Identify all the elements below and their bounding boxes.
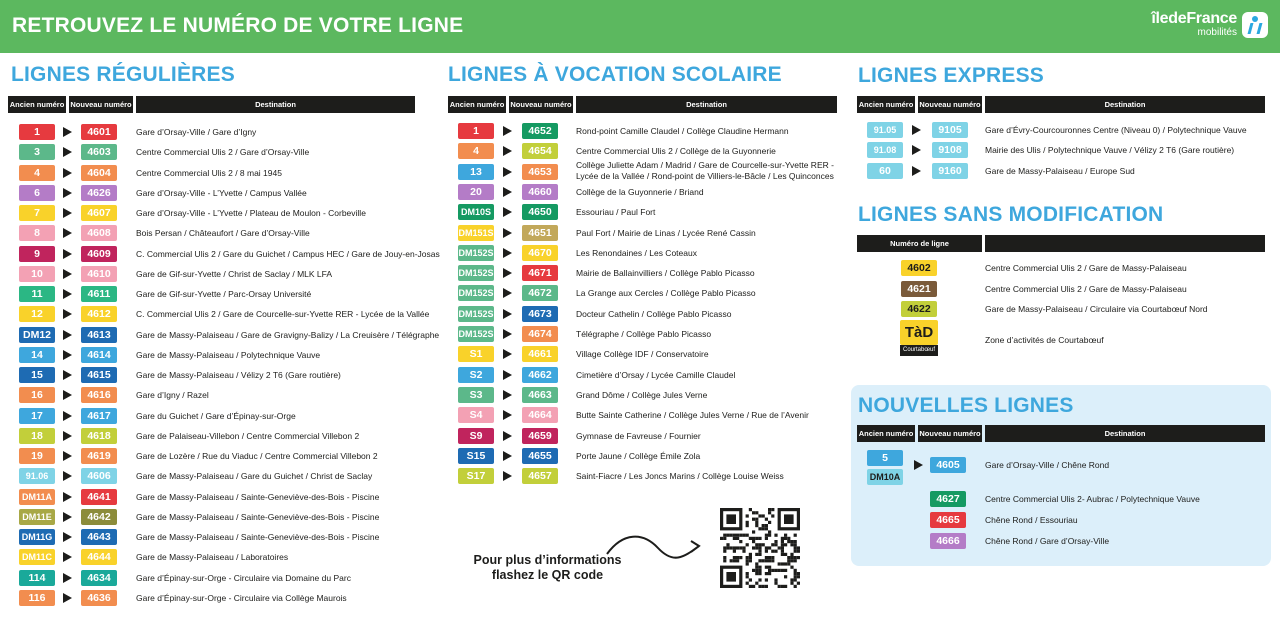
section-title-nouvelles: NOUVELLES LIGNES [858,394,1074,417]
old-line-badge: 13 [458,164,494,180]
destination-text: Rond-point Camille Claudel / Collège Claudine Hermann [576,126,789,136]
arrow-right-icon [912,145,921,155]
arrow-right-icon [63,532,72,542]
table-row [0,407,809,425]
old-line-badge: 6 [19,185,55,201]
destination-line-1: Collège Juliette Adam / Madrid / Gare de Courcelle-sur-Yvette RER - [576,159,834,170]
arrow-right-icon [503,167,512,177]
new-line-badge: 4612 [81,306,117,322]
section-title-regular: LIGNES RÉGULIÈRES [11,63,235,86]
arrow-right-icon [503,187,512,197]
old-line-badge: 7 [19,205,55,221]
destination-text: Centre Commercial Ulis 2 / Gare d’Orsay-Ville [136,147,310,158]
destination-text: Cimetière d’Orsay / Lycée Camille Claudel [576,369,736,380]
new-line-badge: 4666 [930,533,966,549]
section-title-scolaire: LIGNES À VOCATION SCOLAIRE [448,63,782,86]
destination-line-2: Lycée de la Vallée / Rond-point de Villiers-le-Bâcle / Les Quinconces [576,170,834,181]
header-old: Ancien numéro [857,425,915,442]
destination-text [576,160,834,182]
qr-caption-line2: flashez le QR code [491,568,604,582]
table-row [0,387,708,405]
new-line-badge: 4661 [522,346,558,362]
new-line-badge: 4642 [81,509,117,525]
table-header-regular [8,96,415,113]
destination-text: Centre Commercial Ulis 2 / Collège de la Guyonnerie [576,146,776,157]
old-line-badge: 60 [867,163,903,179]
arrow-right-icon [503,248,512,258]
table-row [0,184,704,202]
destination-text: Centre Commercial Ulis 2 / 8 mai 1945 [136,167,282,178]
destination-text: Paul Fort / Mairie de Linas / Lycée René Cassin [576,227,756,238]
destination-text: Essouriau / Paul Fort [576,207,656,218]
table-row [0,590,420,608]
old-line-badge: DM10S [458,204,494,220]
old-line-badge: DM12 [19,327,55,343]
line-badge: 4621 [901,281,937,297]
destination-text: Centre Commercial Ulis 2- Aubrac / Polytechnique Vauve [985,494,1200,504]
new-line-badge: 4652 [522,123,558,139]
destination-text: Gare du Guichet / Gare d’Épinay-sur-Orge [136,410,296,421]
old-line-badge: 4 [19,165,55,181]
arrow-right-icon [63,552,72,562]
arrow-right-icon [63,573,72,583]
destination-text: Chêne Rond / Essouriau [985,515,1078,525]
old-line-badge: 5 [867,450,903,466]
arrow-right-icon [503,370,512,380]
arrow-right-icon [503,288,512,298]
destination-text: Gare d’Évry-Courcouronnes Centre (Niveau 0) / Polytechnique Vauve [985,125,1247,135]
arrow-right-icon [912,125,921,135]
new-line-badge: 4641 [81,489,117,505]
header-dest: Destination [576,96,837,113]
arrow-right-icon [503,471,512,481]
arrow-right-icon [63,593,72,603]
old-line-badge: S15 [458,448,494,464]
header-blank [985,235,1265,252]
tad-zone-label: Courtabœuf [900,345,938,356]
old-line-badge: 16 [19,387,55,403]
new-line-badge: 4654 [522,143,558,159]
new-line-badge: 4611 [81,286,117,302]
destination-text: Mairie de Ballainvilliers / Collège Pablo Picasso [576,268,755,279]
destination-text: Gare d’Orsay-Ville / Chêne Rond [985,460,1110,470]
old-line-badge: S2 [458,367,494,383]
destination-text: Gare de Palaiseau-Villebon / Centre Commercial Villebon 2 [136,430,360,441]
old-line-badge: 3 [19,144,55,160]
new-line-badge: 4672 [522,285,558,301]
old-line-badge: 20 [458,184,494,200]
table-row [0,367,736,385]
table-header-nouvelles [857,425,1265,442]
old-line-badge: 12 [19,306,55,322]
table-header-scolaire [448,96,837,113]
old-line-badge: 114 [19,570,55,586]
destination-text: Les Renondaines / Les Coteaux [576,247,697,258]
person-icon [1242,12,1268,38]
old-line-badge: DM11A [19,489,55,505]
arrow-right-icon [503,349,512,359]
destination-text: Gare de Gif-sur-Yvette / Christ de Saclay / MLK LFA [136,268,333,279]
new-line-badge: 4618 [81,428,117,444]
new-line-badge: 4643 [81,529,117,545]
old-line-badge: DM152S [458,326,494,342]
table-row [851,450,1271,486]
new-line-badge: 4619 [81,448,117,464]
arrow-right-icon [503,228,512,238]
old-line-badge: DM152S [458,285,494,301]
qr-code[interactable] [720,508,800,588]
old-line-badge: 116 [19,590,55,606]
header-line: Numéro de ligne [857,235,982,252]
arrow-right-icon [503,126,512,136]
tad-label: TàD [900,320,938,345]
arrow-right-icon [63,512,72,522]
destination-text: Gare de Massy-Palaiseau / Sainte-Geneviève-des-Bois - Piscine [136,511,380,522]
new-line-badge: 4601 [81,124,117,140]
destination-text: Gare de Massy-Palaiseau / Sainte-Geneviève-des-Bois - Piscine [136,532,380,542]
header-new: Nouveau numéro [509,96,573,113]
new-line-badge: 9160 [932,163,968,179]
destination-text: Gare de Gif-sur-Yvette / Parc-Orsay Université [136,289,312,299]
new-line-badge: 4664 [522,407,558,423]
destination-text: Gare d’Orsay-Ville - L’Yvette / Plateau de Moulon - Corbeville [136,208,366,218]
old-line-badge: 17 [19,408,55,424]
destination-text: Butte Sainte Catherine / Collège Jules Verne / Rue de l’Avenir [576,410,809,421]
old-line-badge: 14 [19,347,55,363]
arrow-right-icon [914,460,923,470]
destination-text: Mairie des Ulis / Polytechnique Vauve / Vélizy 2 T6 (Gare routière) [985,145,1235,156]
old-line-badge: DM10A [867,469,903,485]
table-row [0,549,420,567]
destination-text: Gare de Lozère / Rue du Viaduc / Centre Commercial Villebon 2 [136,451,378,461]
new-line-badge: 4660 [522,184,558,200]
table-row [0,468,784,486]
qr-caption-line1: Pour plus d’informations [473,553,622,567]
old-line-badge: DM152S [458,245,494,261]
arrow-right-icon [503,207,512,217]
old-line-badge: 19 [19,448,55,464]
destination-text: Gare d’Orsay-Ville - L’Yvette / Campus Vallée [136,187,307,198]
new-line-badge: 4657 [522,468,558,484]
new-line-badge: 4626 [81,185,117,201]
destination-text: Collège de la Guyonnerie / Briand [576,186,704,197]
old-line-badge: S3 [458,387,494,403]
curved-arrow-icon [603,530,703,570]
header-dest: Destination [985,96,1265,113]
destination-text: Gare de Massy-Palaiseau / Sainte-Geneviève-des-Bois - Piscine [136,491,380,502]
header-new: Nouveau numéro [918,425,982,442]
destination-text: Gare de Massy-Palaiseau / Europe Sud [985,165,1135,176]
new-line-badge: 4665 [930,512,966,528]
page-title: RETROUVEZ LE NUMÉRO DE VOTRE LIGNE [12,14,464,37]
new-line-badge: 4614 [81,347,117,363]
brand-name: îledeFrance [1151,10,1237,27]
new-line-badge: 4627 [930,491,966,507]
new-line-badge: 4670 [522,245,558,261]
destination-text: Gare de Massy-Palaiseau / Vélizy 2 T6 (Gare routière) [136,370,341,380]
arrow-right-icon [503,451,512,461]
new-line-badge: 4674 [522,326,558,342]
arrow-right-icon [503,410,512,420]
new-line-badge: 9108 [932,142,968,158]
arrow-right-icon [503,329,512,339]
new-line-badge: 4671 [522,265,558,281]
table-row [0,570,420,588]
old-line-badge: DM11E [19,509,55,525]
destination-text: Gare d’Épinay-sur-Orge - Circulaire via Domaine du Parc [136,572,351,583]
table-row [0,448,701,466]
table-row [0,346,709,364]
destination-text: Gare de Massy-Palaiseau / Polytechnique Vauve [136,349,321,360]
old-line-badge: 15 [19,367,55,383]
destination-text: Centre Commercial Ulis 2 / Gare de Massy-Palaiseau [985,263,1187,273]
destination-text: Docteur Cathelin / Collège Pablo Picasso [576,308,732,319]
table-row [0,428,701,446]
destination-text: Chêne Rond / Gare d’Orsay-Ville [985,536,1110,546]
table-row [851,533,1271,551]
old-line-badge: 91.08 [867,142,903,158]
new-line-badge: 4613 [81,327,117,343]
new-line-badge: 4644 [81,549,117,565]
old-line-badge: DM11G [19,529,55,545]
new-line-badge: 4609 [81,246,117,262]
destination-text: Village Collège IDF / Conservatoire [576,349,709,360]
tad-destination: Zone d’activités de Courtabœuf [985,335,1104,345]
destination-text: Gare d’Igny / Razel [136,390,209,401]
destination-text: La Grange aux Cercles / Collège Pablo Picasso [576,288,756,299]
section-title-express: LIGNES EXPRESS [858,64,1045,87]
new-line-badge: 4615 [81,367,117,383]
brand-sub: mobilités [1197,27,1237,38]
new-line-badge: 4634 [81,570,117,586]
table-header-sans-modif [857,235,1265,252]
old-line-badge: 9 [19,246,55,262]
destination-text: C. Commercial Ulis 2 / Gare de Courcelle-sur-Yvette RER - Lycée de la Vallée [136,309,430,320]
arrow-right-icon [503,309,512,319]
section-title-sans-modif: LIGNES SANS MODIFICATION [858,203,1164,226]
new-line-badge: 4608 [81,225,117,241]
new-line-badge: 4651 [522,225,558,241]
old-line-badge: 1 [458,123,494,139]
new-line-badge: 9105 [932,122,968,138]
new-line-badge: 4663 [522,387,558,403]
destination-text: Centre Commercial Ulis 2 / Gare de Massy-Palaiseau [985,283,1187,294]
new-line-badge: 4650 [522,204,558,220]
header-new: Nouveau numéro [918,96,982,113]
destination-text: Bois Persan / Châteaufort / Gare d’Orsay-Ville [136,228,310,239]
new-line-badge: 4610 [81,266,117,282]
header-dest: Destination [136,96,415,113]
arrow-right-icon [503,268,512,278]
table-row [851,512,1271,530]
new-line-badge: 4616 [81,387,117,403]
table-row [0,204,656,222]
old-line-badge: DM11C [19,549,55,565]
destination-text: Gare de Massy-Palaiseau / Gare de Gravigny-Balizy / La Creuisère / Télégraphe [136,329,440,340]
brand-logo [1151,11,1268,38]
new-line-badge: 4604 [81,165,117,181]
header-new: Nouveau numéro [69,96,133,113]
destination-text: Télégraphe / Collège Pablo Picasso [576,329,712,339]
destination-text: Gare d’Orsay-Ville / Gare d’Igny [136,127,257,137]
old-line-badge: DM152S [458,265,494,281]
old-line-badge: 1 [19,124,55,140]
table-header-express [857,96,1265,113]
new-line-badge: 4659 [522,428,558,444]
header-dest: Destination [985,425,1265,442]
header-old: Ancien numéro [8,96,66,113]
old-line-badge: 91.06 [19,468,55,484]
table-row [0,509,420,527]
destination-text: Saint-Fiacre / Les Joncs Marins / Collège Louise Weiss [576,471,784,482]
old-line-badge: 91.05 [867,122,903,138]
table-row [0,489,420,507]
new-line-badge: 4662 [522,367,558,383]
old-line-badge: 4 [458,143,494,159]
header-old: Ancien numéro [448,96,506,113]
new-lines-panel [851,385,1271,566]
header-old: Ancien numéro [857,96,915,113]
table-row [851,491,1271,509]
new-line-badge: 4607 [81,205,117,221]
new-line-badge: 4606 [81,468,117,484]
old-line-badge: S9 [458,428,494,444]
destination-text: Gare de Massy-Palaiseau / Gare du Guichet / Christ de Saclay [136,471,373,482]
arrow-right-icon [503,146,512,156]
arrow-right-icon [63,492,72,502]
new-line-badge: 4603 [81,144,117,160]
old-line-badge: 11 [19,286,55,302]
table-row [0,326,712,344]
old-line-badge: DM151S [458,225,494,241]
old-line-badge: S4 [458,407,494,423]
old-line-badge: 10 [19,266,55,282]
destination-text: Gymnase de Favreuse / Fournier [576,430,701,441]
old-line-badge: DM152S [458,306,494,322]
new-line-badge: 4636 [81,590,117,606]
line-badge: 4602 [901,260,937,276]
new-line-badge: 4653 [522,164,558,180]
header-banner [0,0,1280,53]
table-row [0,225,756,243]
destination-text: Porte Jaune / Collège Émile Zola [576,450,701,461]
destination-text: Gare de Massy-Palaiseau / Circulaire via Courtabœuf Nord [985,304,1208,314]
old-line-badge: 8 [19,225,55,241]
tad-badge [900,320,938,356]
arrow-right-icon [912,166,921,176]
table-row [0,529,420,547]
new-line-badge: 4655 [522,448,558,464]
old-line-badge: S17 [458,468,494,484]
destination-text: Grand Dôme / Collège Jules Verne [576,389,708,400]
new-line-badge: 4617 [81,408,117,424]
old-line-badge: S1 [458,346,494,362]
destination-text: Gare de Massy-Palaiseau / Laboratoires [136,552,289,563]
new-line-badge: 4605 [930,457,966,473]
arrow-right-icon [503,390,512,400]
destination-text: Gare d’Épinay-sur-Orge - Circulaire via Collège Maurois [136,592,347,603]
new-line-badge: 4673 [522,306,558,322]
old-line-badge: 18 [19,428,55,444]
destination-text: C. Commercial Ulis 2 / Gare du Guichet / Campus HEC / Gare de Jouy-en-Josas [136,248,440,259]
line-badge: 4622 [901,301,937,317]
arrow-right-icon [503,431,512,441]
